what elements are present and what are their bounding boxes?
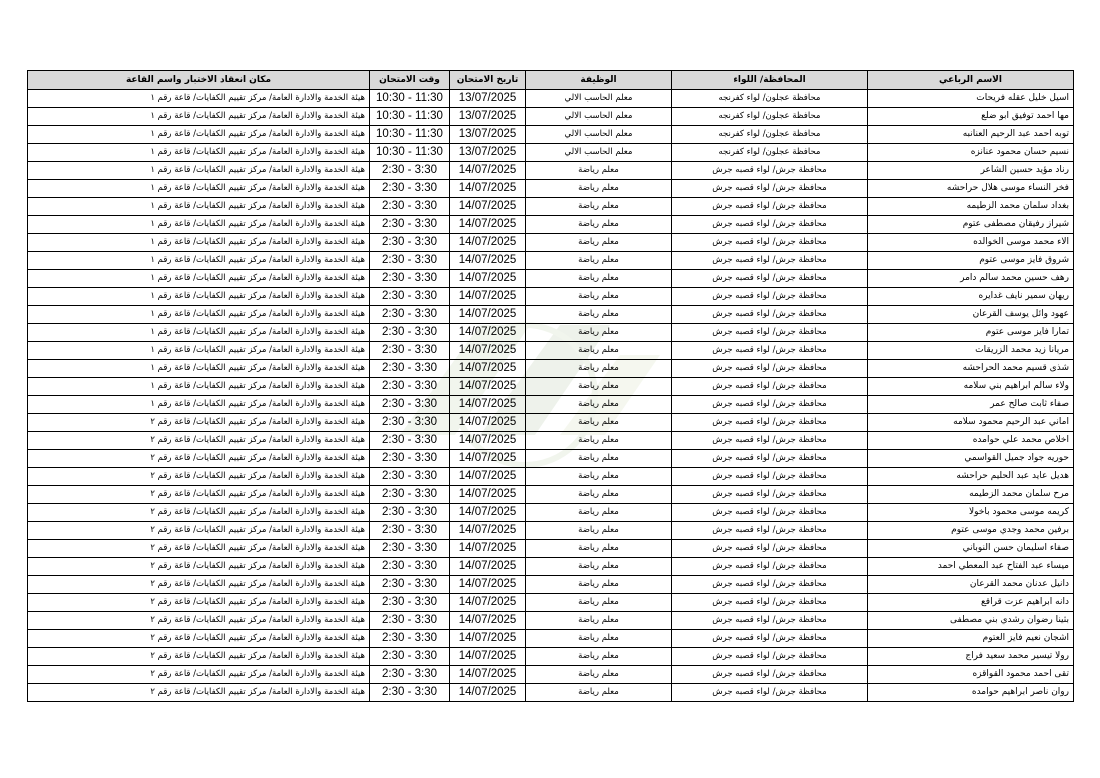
cell-time: 2:30 - 3:30 <box>370 162 450 180</box>
cell-location: هيئة الخدمة والادارة العامة/ مركز تقييم الكفايات/ قاعة رقم ٢ <box>28 666 370 684</box>
table-row <box>28 414 1074 432</box>
cell-region: محافظة جرش/ لواء قصبه جرش <box>672 414 868 432</box>
header-date: تاريخ الامتحان <box>450 71 526 90</box>
cell-job: معلم رياضة <box>526 414 672 432</box>
cell-name: ولاء سالم ابراهيم بني سلامه <box>868 378 1074 396</box>
cell-region: محافظة عجلون/ لواء كفرنجه <box>672 144 868 162</box>
cell-region: محافظة جرش/ لواء قصبه جرش <box>672 216 868 234</box>
cell-location: هيئة الخدمة والادارة العامة/ مركز تقييم الكفايات/ قاعة رقم ١ <box>28 198 370 216</box>
cell-date: 14/07/2025 <box>450 288 526 306</box>
cell-job: معلم رياضة <box>526 198 672 216</box>
cell-name: صفاء ثابت صالح عمر <box>868 396 1074 414</box>
cell-location: هيئة الخدمة والادارة العامة/ مركز تقييم الكفايات/ قاعة رقم ١ <box>28 288 370 306</box>
cell-region: محافظة جرش/ لواء قصبه جرش <box>672 180 868 198</box>
table-row <box>28 468 1074 486</box>
cell-date: 14/07/2025 <box>450 216 526 234</box>
cell-time: 2:30 - 3:30 <box>370 414 450 432</box>
table-row <box>28 666 1074 684</box>
cell-date: 14/07/2025 <box>450 576 526 594</box>
cell-job: معلم رياضة <box>526 432 672 450</box>
cell-date: 14/07/2025 <box>450 270 526 288</box>
cell-name: هديل عايد عبد الحليم حراحشه <box>868 468 1074 486</box>
exam-schedule-table <box>27 70 1074 702</box>
table-row <box>28 360 1074 378</box>
cell-time: 2:30 - 3:30 <box>370 576 450 594</box>
cell-job: معلم رياضة <box>526 270 672 288</box>
cell-location: هيئة الخدمة والادارة العامة/ مركز تقييم الكفايات/ قاعة رقم ١ <box>28 306 370 324</box>
cell-location: هيئة الخدمة والادارة العامة/ مركز تقييم الكفايات/ قاعة رقم ١ <box>28 126 370 144</box>
cell-location: هيئة الخدمة والادارة العامة/ مركز تقييم الكفايات/ قاعة رقم ٢ <box>28 486 370 504</box>
cell-time: 2:30 - 3:30 <box>370 594 450 612</box>
cell-location: هيئة الخدمة والادارة العامة/ مركز تقييم الكفايات/ قاعة رقم ٢ <box>28 684 370 702</box>
cell-date: 14/07/2025 <box>450 342 526 360</box>
cell-name: شذى قسيم محمد الحراحشه <box>868 360 1074 378</box>
cell-job: معلم رياضة <box>526 180 672 198</box>
cell-job: معلم رياضة <box>526 216 672 234</box>
cell-job: معلم رياضة <box>526 648 672 666</box>
header-row <box>28 71 1074 90</box>
cell-time: 10:30 - 11:30 <box>370 144 450 162</box>
cell-name: عهود وائل يوسف القرعان <box>868 306 1074 324</box>
cell-job: معلم رياضة <box>526 396 672 414</box>
cell-location: هيئة الخدمة والادارة العامة/ مركز تقييم الكفايات/ قاعة رقم ٢ <box>28 414 370 432</box>
table-row <box>28 90 1074 108</box>
table-row <box>28 612 1074 630</box>
cell-date: 14/07/2025 <box>450 522 526 540</box>
cell-job: معلم رياضة <box>526 342 672 360</box>
cell-date: 14/07/2025 <box>450 540 526 558</box>
cell-name: رهف حسين محمد سالم دامر <box>868 270 1074 288</box>
table-row <box>28 486 1074 504</box>
table-row <box>28 630 1074 648</box>
cell-job: معلم الحاسب الالي <box>526 144 672 162</box>
cell-region: محافظة جرش/ لواء قصبه جرش <box>672 198 868 216</box>
cell-date: 14/07/2025 <box>450 450 526 468</box>
cell-date: 14/07/2025 <box>450 234 526 252</box>
cell-name: صفاء اسليمان حسن النوباني <box>868 540 1074 558</box>
cell-time: 2:30 - 3:30 <box>370 450 450 468</box>
cell-name: بثينا رضوان رشدي بني مصطفى <box>868 612 1074 630</box>
cell-job: معلم رياضة <box>526 666 672 684</box>
cell-location: هيئة الخدمة والادارة العامة/ مركز تقييم الكفايات/ قاعة رقم ٢ <box>28 504 370 522</box>
table-row <box>28 396 1074 414</box>
cell-date: 14/07/2025 <box>450 162 526 180</box>
cell-date: 14/07/2025 <box>450 396 526 414</box>
table-row <box>28 108 1074 126</box>
table-row <box>28 144 1074 162</box>
cell-date: 14/07/2025 <box>450 648 526 666</box>
cell-time: 2:30 - 3:30 <box>370 486 450 504</box>
cell-location: هيئة الخدمة والادارة العامة/ مركز تقييم الكفايات/ قاعة رقم ١ <box>28 162 370 180</box>
cell-job: معلم رياضة <box>526 612 672 630</box>
cell-job: معلم رياضة <box>526 378 672 396</box>
header-job: الوظيفة <box>526 71 672 90</box>
cell-time: 2:30 - 3:30 <box>370 306 450 324</box>
table-row <box>28 216 1074 234</box>
cell-location: هيئة الخدمة والادارة العامة/ مركز تقييم الكفايات/ قاعة رقم ٢ <box>28 450 370 468</box>
cell-location: هيئة الخدمة والادارة العامة/ مركز تقييم الكفايات/ قاعة رقم ١ <box>28 360 370 378</box>
cell-region: محافظة عجلون/ لواء كفرنجه <box>672 90 868 108</box>
cell-region: محافظة جرش/ لواء قصبه جرش <box>672 540 868 558</box>
cell-time: 2:30 - 3:30 <box>370 216 450 234</box>
cell-name: دانيل عدنان محمد القرعان <box>868 576 1074 594</box>
cell-time: 2:30 - 3:30 <box>370 684 450 702</box>
cell-time: 2:30 - 3:30 <box>370 342 450 360</box>
cell-name: مرح سلمان محمد الزطيمه <box>868 486 1074 504</box>
table-row <box>28 576 1074 594</box>
cell-name: اماني عبد الرحيم محمود سلامه <box>868 414 1074 432</box>
cell-date: 14/07/2025 <box>450 504 526 522</box>
cell-location: هيئة الخدمة والادارة العامة/ مركز تقييم الكفايات/ قاعة رقم ٢ <box>28 540 370 558</box>
cell-name: مها احمد توفيق ابو ضلع <box>868 108 1074 126</box>
cell-job: معلم رياضة <box>526 504 672 522</box>
cell-location: هيئة الخدمة والادارة العامة/ مركز تقييم الكفايات/ قاعة رقم ١ <box>28 108 370 126</box>
table-row <box>28 198 1074 216</box>
cell-time: 2:30 - 3:30 <box>370 270 450 288</box>
cell-location: هيئة الخدمة والادارة العامة/ مركز تقييم الكفايات/ قاعة رقم ٢ <box>28 630 370 648</box>
cell-job: معلم الحاسب الالي <box>526 90 672 108</box>
cell-date: 13/07/2025 <box>450 90 526 108</box>
table-row <box>28 450 1074 468</box>
cell-region: محافظة جرش/ لواء قصبه جرش <box>672 486 868 504</box>
cell-time: 2:30 - 3:30 <box>370 288 450 306</box>
cell-name: رولا تيسير محمد سعيد فراج <box>868 648 1074 666</box>
cell-region: محافظة جرش/ لواء قصبه جرش <box>672 576 868 594</box>
cell-name: رناد مؤيد حسين الشاعر <box>868 162 1074 180</box>
cell-time: 2:30 - 3:30 <box>370 558 450 576</box>
cell-job: معلم الحاسب الالي <box>526 126 672 144</box>
cell-date: 14/07/2025 <box>450 486 526 504</box>
cell-location: هيئة الخدمة والادارة العامة/ مركز تقييم الكفايات/ قاعة رقم ١ <box>28 144 370 162</box>
cell-job: معلم رياضة <box>526 576 672 594</box>
table-row <box>28 270 1074 288</box>
cell-region: محافظة جرش/ لواء قصبه جرش <box>672 504 868 522</box>
cell-time: 10:30 - 11:30 <box>370 126 450 144</box>
cell-time: 2:30 - 3:30 <box>370 432 450 450</box>
cell-name: دانه ابراهيم عزت قراقع <box>868 594 1074 612</box>
cell-time: 10:30 - 11:30 <box>370 108 450 126</box>
cell-region: محافظة جرش/ لواء قصبه جرش <box>672 396 868 414</box>
cell-job: معلم رياضة <box>526 324 672 342</box>
cell-time: 2:30 - 3:30 <box>370 630 450 648</box>
cell-region: محافظة جرش/ لواء قصبه جرش <box>672 378 868 396</box>
cell-name: ميساء عبد الفتاح عبد المعطي احمد <box>868 558 1074 576</box>
cell-time: 2:30 - 3:30 <box>370 198 450 216</box>
cell-job: معلم الحاسب الالي <box>526 108 672 126</box>
cell-time: 2:30 - 3:30 <box>370 252 450 270</box>
cell-date: 14/07/2025 <box>450 306 526 324</box>
cell-time: 2:30 - 3:30 <box>370 378 450 396</box>
cell-name: تمارا فايز موسى عتوم <box>868 324 1074 342</box>
table-row <box>28 558 1074 576</box>
cell-job: معلم رياضة <box>526 522 672 540</box>
cell-location: هيئة الخدمة والادارة العامة/ مركز تقييم الكفايات/ قاعة رقم ٢ <box>28 648 370 666</box>
cell-time: 2:30 - 3:30 <box>370 504 450 522</box>
cell-time: 2:30 - 3:30 <box>370 522 450 540</box>
cell-name: شيراز رفيقان مصطفى عتوم <box>868 216 1074 234</box>
cell-time: 2:30 - 3:30 <box>370 612 450 630</box>
cell-location: هيئة الخدمة والادارة العامة/ مركز تقييم الكفايات/ قاعة رقم ١ <box>28 396 370 414</box>
cell-region: محافظة جرش/ لواء قصبه جرش <box>672 288 868 306</box>
cell-location: هيئة الخدمة والادارة العامة/ مركز تقييم الكفايات/ قاعة رقم ١ <box>28 90 370 108</box>
cell-region: محافظة عجلون/ لواء كفرنجه <box>672 108 868 126</box>
cell-region: محافظة جرش/ لواء قصبه جرش <box>672 630 868 648</box>
cell-date: 14/07/2025 <box>450 594 526 612</box>
cell-time: 2:30 - 3:30 <box>370 324 450 342</box>
cell-job: معلم رياضة <box>526 594 672 612</box>
cell-date: 14/07/2025 <box>450 198 526 216</box>
header-region: المحافظة/ اللواء <box>672 71 868 90</box>
table-row <box>28 648 1074 666</box>
table-row <box>28 342 1074 360</box>
cell-location: هيئة الخدمة والادارة العامة/ مركز تقييم الكفايات/ قاعة رقم ١ <box>28 324 370 342</box>
table-row <box>28 504 1074 522</box>
cell-region: محافظة جرش/ لواء قصبه جرش <box>672 270 868 288</box>
cell-location: هيئة الخدمة والادارة العامة/ مركز تقييم الكفايات/ قاعة رقم ١ <box>28 378 370 396</box>
cell-job: معلم رياضة <box>526 540 672 558</box>
cell-region: محافظة جرش/ لواء قصبه جرش <box>672 234 868 252</box>
cell-job: معلم رياضة <box>526 288 672 306</box>
cell-date: 14/07/2025 <box>450 360 526 378</box>
cell-name: فخر النساء موسى هلال حراحشه <box>868 180 1074 198</box>
table-row <box>28 162 1074 180</box>
cell-job: معلم رياضة <box>526 684 672 702</box>
cell-location: هيئة الخدمة والادارة العامة/ مركز تقييم الكفايات/ قاعة رقم ٢ <box>28 432 370 450</box>
table-row <box>28 594 1074 612</box>
cell-region: محافظة جرش/ لواء قصبه جرش <box>672 360 868 378</box>
cell-date: 14/07/2025 <box>450 252 526 270</box>
cell-date: 14/07/2025 <box>450 612 526 630</box>
cell-region: محافظة عجلون/ لواء كفرنجه <box>672 126 868 144</box>
header-location: مكان انعقاد الاختبار واسم القاعة <box>28 71 370 90</box>
cell-location: هيئة الخدمة والادارة العامة/ مركز تقييم الكفايات/ قاعة رقم ١ <box>28 270 370 288</box>
cell-time: 2:30 - 3:30 <box>370 234 450 252</box>
table-row <box>28 126 1074 144</box>
cell-time: 2:30 - 3:30 <box>370 666 450 684</box>
cell-date: 14/07/2025 <box>450 558 526 576</box>
table-row <box>28 234 1074 252</box>
table-row <box>28 252 1074 270</box>
cell-region: محافظة جرش/ لواء قصبه جرش <box>672 342 868 360</box>
table-row <box>28 288 1074 306</box>
cell-region: محافظة جرش/ لواء قصبه جرش <box>672 252 868 270</box>
cell-job: معلم رياضة <box>526 306 672 324</box>
cell-date: 13/07/2025 <box>450 126 526 144</box>
cell-job: معلم رياضة <box>526 558 672 576</box>
cell-time: 2:30 - 3:30 <box>370 396 450 414</box>
cell-job: معلم رياضة <box>526 360 672 378</box>
cell-name: روان ناصر ابراهيم حوامده <box>868 684 1074 702</box>
cell-region: محافظة جرش/ لواء قصبه جرش <box>672 162 868 180</box>
cell-date: 14/07/2025 <box>450 378 526 396</box>
cell-region: محافظة جرش/ لواء قصبه جرش <box>672 666 868 684</box>
cell-location: هيئة الخدمة والادارة العامة/ مركز تقييم الكفايات/ قاعة رقم ٢ <box>28 576 370 594</box>
cell-date: 13/07/2025 <box>450 144 526 162</box>
cell-job: معلم رياضة <box>526 486 672 504</box>
cell-location: هيئة الخدمة والادارة العامة/ مركز تقييم الكفايات/ قاعة رقم ١ <box>28 234 370 252</box>
table-row <box>28 540 1074 558</box>
cell-name: شروق فايز موسى عتوم <box>868 252 1074 270</box>
table-row <box>28 180 1074 198</box>
cell-region: محافظة جرش/ لواء قصبه جرش <box>672 684 868 702</box>
cell-region: محافظة جرش/ لواء قصبه جرش <box>672 468 868 486</box>
cell-date: 14/07/2025 <box>450 468 526 486</box>
cell-date: 14/07/2025 <box>450 414 526 432</box>
table-row <box>28 324 1074 342</box>
cell-time: 2:30 - 3:30 <box>370 648 450 666</box>
cell-region: محافظة جرش/ لواء قصبه جرش <box>672 522 868 540</box>
cell-location: هيئة الخدمة والادارة العامة/ مركز تقييم الكفايات/ قاعة رقم ١ <box>28 216 370 234</box>
cell-region: محافظة جرش/ لواء قصبه جرش <box>672 594 868 612</box>
cell-location: هيئة الخدمة والادارة العامة/ مركز تقييم الكفايات/ قاعة رقم ٢ <box>28 468 370 486</box>
cell-job: معلم رياضة <box>526 630 672 648</box>
cell-time: 2:30 - 3:30 <box>370 360 450 378</box>
cell-name: اسيل خليل عقله فريحات <box>868 90 1074 108</box>
cell-job: معلم رياضة <box>526 450 672 468</box>
cell-name: مريانا زيد محمد الزريقات <box>868 342 1074 360</box>
cell-name: تقى احمد محمود القواقزه <box>868 666 1074 684</box>
cell-time: 2:30 - 3:30 <box>370 540 450 558</box>
table-row <box>28 306 1074 324</box>
table-row <box>28 378 1074 396</box>
cell-location: هيئة الخدمة والادارة العامة/ مركز تقييم الكفايات/ قاعة رقم ٢ <box>28 594 370 612</box>
cell-date: 14/07/2025 <box>450 324 526 342</box>
cell-date: 14/07/2025 <box>450 630 526 648</box>
header-time: وقت الامتحان <box>370 71 450 90</box>
cell-location: هيئة الخدمة والادارة العامة/ مركز تقييم الكفايات/ قاعة رقم ٢ <box>28 522 370 540</box>
cell-time: 2:30 - 3:30 <box>370 468 450 486</box>
cell-name: الاء محمد موسى الخوالده <box>868 234 1074 252</box>
cell-date: 14/07/2025 <box>450 180 526 198</box>
header-name: الاسم الرباعي <box>868 71 1074 90</box>
table-row <box>28 522 1074 540</box>
cell-date: 14/07/2025 <box>450 684 526 702</box>
cell-name: بغداد سلمان محمد الزطيمه <box>868 198 1074 216</box>
cell-name: اشجان نعيم فايز العتوم <box>868 630 1074 648</box>
cell-region: محافظة جرش/ لواء قصبه جرش <box>672 558 868 576</box>
cell-region: محافظة جرش/ لواء قصبه جرش <box>672 306 868 324</box>
cell-location: هيئة الخدمة والادارة العامة/ مركز تقييم الكفايات/ قاعة رقم ١ <box>28 180 370 198</box>
cell-region: محافظة جرش/ لواء قصبه جرش <box>672 432 868 450</box>
cell-location: هيئة الخدمة والادارة العامة/ مركز تقييم الكفايات/ قاعة رقم ٢ <box>28 558 370 576</box>
cell-location: هيئة الخدمة والادارة العامة/ مركز تقييم الكفايات/ قاعة رقم ١ <box>28 342 370 360</box>
cell-date: 14/07/2025 <box>450 666 526 684</box>
cell-job: معلم رياضة <box>526 162 672 180</box>
cell-region: محافظة جرش/ لواء قصبه جرش <box>672 450 868 468</box>
cell-region: محافظة جرش/ لواء قصبه جرش <box>672 612 868 630</box>
cell-name: اخلاص محمد علي حوامده <box>868 432 1074 450</box>
cell-job: معلم رياضة <box>526 468 672 486</box>
cell-location: هيئة الخدمة والادارة العامة/ مركز تقييم الكفايات/ قاعة رقم ١ <box>28 252 370 270</box>
cell-time: 2:30 - 3:30 <box>370 180 450 198</box>
table-row <box>28 432 1074 450</box>
cell-name: برفين محمد وجدي موسى عتوم <box>868 522 1074 540</box>
cell-name: نسيم حسان محمود عنانزه <box>868 144 1074 162</box>
cell-job: معلم رياضة <box>526 252 672 270</box>
cell-region: محافظة جرش/ لواء قصبه جرش <box>672 324 868 342</box>
cell-date: 13/07/2025 <box>450 108 526 126</box>
cell-location: هيئة الخدمة والادارة العامة/ مركز تقييم الكفايات/ قاعة رقم ٢ <box>28 612 370 630</box>
cell-region: محافظة جرش/ لواء قصبه جرش <box>672 648 868 666</box>
cell-name: حوريه جواد جميل القواسمي <box>868 450 1074 468</box>
table-row <box>28 684 1074 702</box>
cell-name: توبه احمد عبد الرحيم العنانبه <box>868 126 1074 144</box>
cell-time: 10:30 - 11:30 <box>370 90 450 108</box>
cell-name: كريمه موسى محمود باخولا <box>868 504 1074 522</box>
cell-job: معلم رياضة <box>526 234 672 252</box>
cell-name: ريهان سمير نايف غدايره <box>868 288 1074 306</box>
cell-date: 14/07/2025 <box>450 432 526 450</box>
